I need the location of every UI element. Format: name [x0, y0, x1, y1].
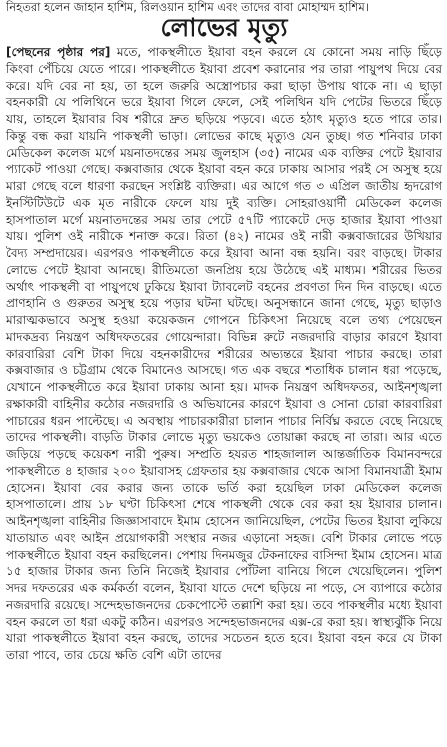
article-body — [6, 44, 442, 664]
headline: লোভের মৃত্যু — [160, 14, 288, 42]
article-text: মতে, পাকস্থলীতে ইয়াবা বহন করলে যে কোনো সময় নাড়ি ছিঁড়ে কিংবা পেঁচিয়ে যেতে পারে। পাকস্থলীতে ইয়াবা প্রবেশ করানোর পর তারা পায়ুপথ দিয়ে বের করে। যদি বের না হয়, তা হলে জরুরি অস্ত্রোপচার করা ছাড়া উপায় থাকে না। এ ছাড়া বহনকারী যে পলিথিনে ভরে ইয়াবা গিলে ফেলে, সেই পলিথিন যদি পেটের ভিতরে ছিঁড়ে যায়, তাহলে ইয়াবার বিষ শরীরে দ্রুত ছড়িয়ে পড়বে। এতে হঠাৎ মৃত্যুও হতে পারে তার। কিন্তু বন্ধ করা যায়নি পাকস্থলী ভাড়া। লোভের কাছে মৃত্যুও যেন তুচ্ছ। গত শনিবার ঢাকা মেডিকেল কলেজ মর্গে ময়নাতদন্তের সময় জুলহাস (৩৫) নামের এক ব্যক্তির পেটে ইয়াবার প্যাকেট পাওয়া গেছে। কক্সবাজার থেকে ইয়াবা বহন করে ঢাকায় আসার পরই সে অসুস্থ হয়ে মারা গেছে বলে ধারণা করছেন সংশ্লিষ্ট ব্যক্তিরা। এর আগে গত ৩ এপ্রিল জাতীয় হৃদরোগ ইনস্টিটিউটে এক মৃত নারীকে ফেলে যায় দুই ব্যক্তি। সোহরাওয়ার্দী মেডিকেল কলেজ হাসপাতাল মর্গে ময়নাতদন্তের সময় তার পেটে ৫৭টি প্যাকেটে দেড় হাজার ইয়াবা পাওয়া যায়। পুলিশ ওই নারীকে শনাক্ত করে। রিতা (৪২) নামের ওই নারী কক্সবাজারের উখিয়ার বৈদ্য সম্প্রদায়ের। এরপরও পাকস্থলীতে করে ইয়াবা আনা বন্ধ হয়নি। বরং বাড়ছে। টাকার লোভে পেটে ইয়াবা আনছে। রীতিমতো জনপ্রিয় হয়ে উঠেছে এই মাধ্যম। শরীরের ভিতর অর্থাৎ পাকস্থলী বা পায়ুপথে ঢুকিয়ে ইয়াবা ট্যাবলেট বহনের প্রবণতা দিন দিন বাড়ছে। এতে প্রাণহানি ও গুরুতর অসুস্থ হয়ে পড়ার ঘটনা ঘটছে। অনুসন্ধানে জানা গেছে, মৃত্যু ছাড়াও মারাত্মকভাবে অসুস্থ হওয়া কয়েকজন গোপনে চিকিৎসা নিয়েছে বলে তথ্য পেয়েছেন মাদকদ্রব্য নিয়ন্ত্রণ অধিদফতরের গোয়েন্দারা। বিভিন্ন রুটে নজরদারি বাড়ার কারণে ইয়াবা কারবারিরা বেশি টাকা দিয়ে বহনকারীদের শরীরের অভ্যন্তরে ইয়াবা পাচার করছে। তারা কক্সবাজার ও চট্টগ্রাম থেকে বিমানেও আসছে। গত এক বছরে শতাধিক চালান ধরা পড়েছে, যেখানে পাকস্থলীতে করে ইয়াবা ঢাকায় আনা হয়। মাদক নিয়ন্ত্রণ অধিদফতর, আইনশৃঙ্খলা রক্ষাকারী বাহিনীর কঠোর নজরদারি ও অভিযানের কারণে ইয়াবা ও সোনা চোরা কারবারিরা পাচারের ধরন পাল্টেছে। এ অবস্থায় পাচারকারীরা চালান পাচার নির্বিঘ্ন করতে বেছে নিয়েছে তাদের পাকস্থলী। বাড়তি টাকার লোভে মৃত্যু ভয়কেও তোয়াক্কা করছে না তারা। আর এতে জড়িয়ে পড়ছে কয়েকশ নারী পুরুষ। সম্প্রতি হযরত শাহজালাল আন্তর্জাতিক বিমানবন্দরে পাকস্থলীতে ৪ হাজার ২০০ ইয়াবাসহ গ্রেফতার হয় কক্সবাজার থেকে আসা বিমানযাত্রী ইমাম হোসেন। ইয়াবা বের করার জন্য তাকে ভর্তি করা হয়েছিল ঢাকা মেডিকেল কলেজ হাসপাতালে। প্রায় ১৮ ঘণ্টা চিকিৎসা শেষে পাকস্থলী থেকে বের করা হয় ইয়াবার চালান। আইনশৃঙ্খলা বাহিনীর জিজ্ঞাসাবাদে ইমাম হোসেন জানিয়েছিল, পেটের ভিতর ইয়াবা লুকিয়ে যাতায়াত এবং আইন প্রয়োগকারী সংস্থার নজর এড়ানো সহজ। বেশি টাকার লোভে পড়ে পাকস্থলীতে ইয়াবা বহন করছিলেন। পেশায় দিনমজুর টেকনাফের বাসিন্দা ইমাম হোসেন। মাত্র ১৫ হাজার টাকার জন্য তিনি নিজেই ইয়াবার পোঁটলা বানিয়ে গিলে খেয়েছিলেন। পুলিশ সদর দফতরের এক কর্মকর্তা বলেন, ইয়াবা যাতে দেশে ছড়িয়ে না পড়ে, সে ব্যাপারে কঠোর নজরদারি রয়েছে। সন্দেহভাজনদের চেকপোস্টে তল্লাশি করা হয়। তবে পাকস্থলীর মধ্যে ইয়াবা বহন করলে তা ধরা একটু কঠিন। এরপরও সন্দেহভাজনদের এক্স-রে করা হয়। স্বাস্থ্যঝুঁকি নিয়ে যারা পাকস্থলীতে ইয়াবা বহন করছে, তাদের সচেতন হতে হবে। ইয়াবা বহন করে যে টাকা তারা পাবে, তার চেয়ে ক্ষতি বেশি এটা তাদের — [6, 45, 442, 662]
continuation-marker: [পেছনের পৃষ্ঠার পর] — [6, 45, 111, 59]
previous-article-line: নিহতরা হলেন জাহান হাশিম, রিলওয়ান হাশিম এবং তাদের বাবা মোহাম্মদ হাশিম। — [6, 0, 369, 14]
